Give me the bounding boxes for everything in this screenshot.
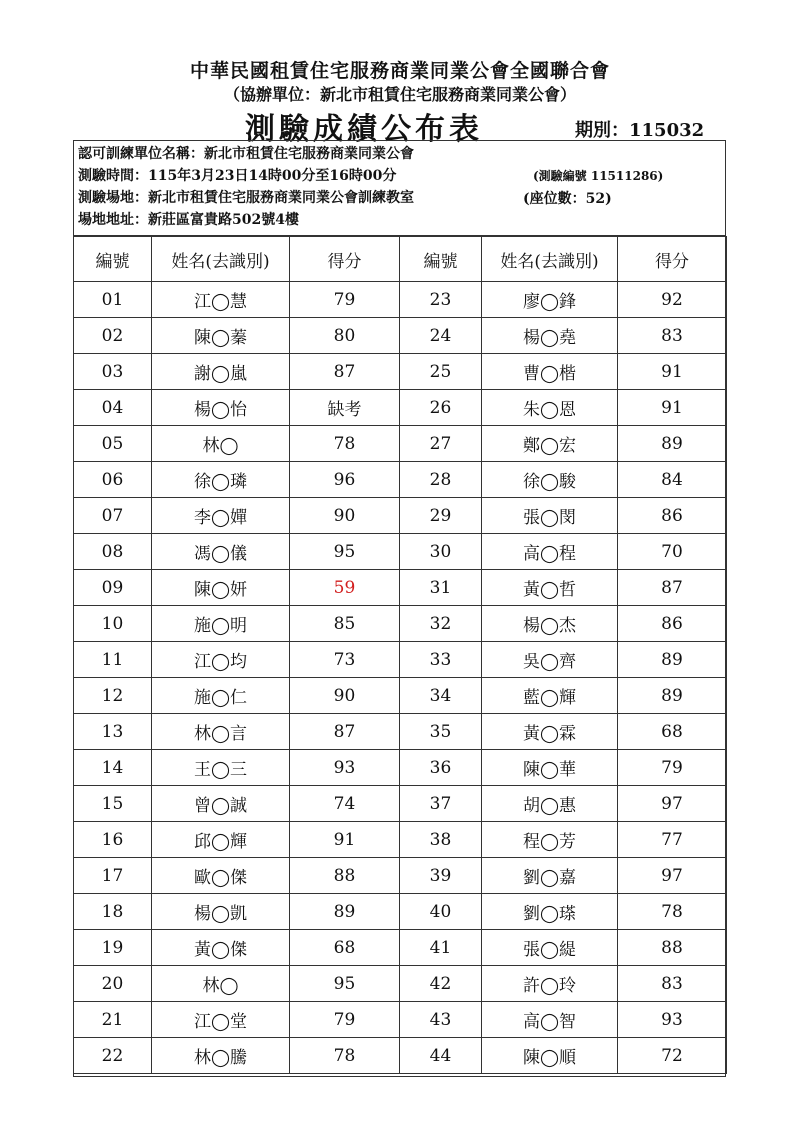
name-cell: 楊◯怡 bbox=[152, 390, 290, 426]
number-cell: 29 bbox=[400, 498, 482, 534]
table-row bbox=[74, 786, 727, 822]
name-cell: 高◯智 bbox=[482, 1002, 618, 1038]
number-cell: 05 bbox=[74, 426, 152, 462]
score-cell: 90 bbox=[290, 678, 400, 714]
name-cell: 藍◯輝 bbox=[482, 678, 618, 714]
table-row bbox=[74, 966, 727, 1002]
score-cell: 93 bbox=[618, 1002, 727, 1038]
name-cell: 江◯均 bbox=[152, 642, 290, 678]
score-cell: 89 bbox=[290, 894, 400, 930]
page-title: 測驗成績公布表 bbox=[245, 112, 483, 147]
score-cell: 83 bbox=[618, 318, 727, 354]
number-cell: 13 bbox=[74, 714, 152, 750]
name-cell: 施◯明 bbox=[152, 606, 290, 642]
score-cell: 87 bbox=[618, 570, 727, 606]
number-cell: 17 bbox=[74, 858, 152, 894]
score-cell: 78 bbox=[618, 894, 727, 930]
table-row bbox=[74, 498, 727, 534]
table-row bbox=[74, 570, 727, 606]
number-cell: 23 bbox=[400, 282, 482, 318]
number-cell: 14 bbox=[74, 750, 152, 786]
number-cell: 41 bbox=[400, 930, 482, 966]
name-cell: 江◯堂 bbox=[152, 1002, 290, 1038]
name-cell: 馮◯儀 bbox=[152, 534, 290, 570]
name-cell: 劉◯瑹 bbox=[482, 894, 618, 930]
score-cell: 72 bbox=[618, 1038, 727, 1074]
seat-count: (座位數：52) bbox=[523, 191, 612, 207]
training-unit: 認可訓練單位名稱：新北市租賃住宅服務商業同業公會 bbox=[78, 146, 414, 162]
name-cell: 施◯仁 bbox=[152, 678, 290, 714]
period-label: 期別：115032 bbox=[575, 120, 705, 141]
name-cell: 黃◯傑 bbox=[152, 930, 290, 966]
name-cell: 高◯程 bbox=[482, 534, 618, 570]
table-row bbox=[74, 1038, 727, 1074]
name-cell: 程◯芳 bbox=[482, 822, 618, 858]
name-cell: 朱◯恩 bbox=[482, 390, 618, 426]
col-header-name: 姓名(去識別) bbox=[482, 237, 618, 282]
number-cell: 11 bbox=[74, 642, 152, 678]
number-cell: 08 bbox=[74, 534, 152, 570]
name-cell: 張◯緹 bbox=[482, 930, 618, 966]
score-cell: 89 bbox=[618, 678, 727, 714]
number-cell: 12 bbox=[74, 678, 152, 714]
score-cell: 89 bbox=[618, 642, 727, 678]
table-row bbox=[74, 606, 727, 642]
number-cell: 36 bbox=[400, 750, 482, 786]
score-cell: 92 bbox=[618, 282, 727, 318]
score-cell: 86 bbox=[618, 606, 727, 642]
score-cell: 59 bbox=[290, 570, 400, 606]
table-row bbox=[74, 894, 727, 930]
number-cell: 25 bbox=[400, 354, 482, 390]
exam-time: 測驗時間：115年3月23日14時00分至16時00分 bbox=[78, 168, 397, 184]
score-cell: 97 bbox=[618, 786, 727, 822]
table-row bbox=[74, 750, 727, 786]
name-cell: 曾◯誠 bbox=[152, 786, 290, 822]
number-cell: 30 bbox=[400, 534, 482, 570]
table-row bbox=[74, 426, 727, 462]
number-cell: 02 bbox=[74, 318, 152, 354]
name-cell: 陳◯華 bbox=[482, 750, 618, 786]
table-row bbox=[74, 282, 727, 318]
number-cell: 16 bbox=[74, 822, 152, 858]
name-cell: 陳◯順 bbox=[482, 1038, 618, 1074]
number-cell: 06 bbox=[74, 462, 152, 498]
col-header-number: 編號 bbox=[400, 237, 482, 282]
name-cell: 黃◯哲 bbox=[482, 570, 618, 606]
score-cell: 70 bbox=[618, 534, 727, 570]
score-cell: 80 bbox=[290, 318, 400, 354]
number-cell: 42 bbox=[400, 966, 482, 1002]
name-cell: 張◯閔 bbox=[482, 498, 618, 534]
number-cell: 35 bbox=[400, 714, 482, 750]
table-row bbox=[74, 318, 727, 354]
score-cell: 79 bbox=[290, 1002, 400, 1038]
table-row bbox=[74, 642, 727, 678]
score-cell: 95 bbox=[290, 966, 400, 1002]
table-row bbox=[74, 678, 727, 714]
name-cell: 陳◯妍 bbox=[152, 570, 290, 606]
name-cell: 王◯三 bbox=[152, 750, 290, 786]
score-cell: 91 bbox=[290, 822, 400, 858]
exam-info bbox=[73, 140, 726, 236]
number-cell: 38 bbox=[400, 822, 482, 858]
table-row bbox=[74, 714, 727, 750]
name-cell: 許◯玲 bbox=[482, 966, 618, 1002]
number-cell: 04 bbox=[74, 390, 152, 426]
table-row bbox=[74, 930, 727, 966]
score-cell: 85 bbox=[290, 606, 400, 642]
number-cell: 18 bbox=[74, 894, 152, 930]
score-cell: 88 bbox=[618, 930, 727, 966]
number-cell: 19 bbox=[74, 930, 152, 966]
score-cell: 68 bbox=[618, 714, 727, 750]
number-cell: 10 bbox=[74, 606, 152, 642]
number-cell: 33 bbox=[400, 642, 482, 678]
name-cell: 陳◯蓁 bbox=[152, 318, 290, 354]
number-cell: 20 bbox=[74, 966, 152, 1002]
exam-code: (測驗編號 11511286) bbox=[533, 169, 664, 183]
col-header-score: 得分 bbox=[290, 237, 400, 282]
score-cell: 96 bbox=[290, 462, 400, 498]
number-cell: 43 bbox=[400, 1002, 482, 1038]
organization-name: 中華民國租賃住宅服務商業同業公會全國聯合會 bbox=[189, 60, 610, 82]
score-cell: 87 bbox=[290, 354, 400, 390]
score-cell: 84 bbox=[618, 462, 727, 498]
co-organizer: （協辦單位：新北市租賃住宅服務商業同業公會） bbox=[223, 85, 576, 104]
score-cell: 77 bbox=[618, 822, 727, 858]
table-header-row bbox=[74, 237, 727, 282]
number-cell: 15 bbox=[74, 786, 152, 822]
number-cell: 09 bbox=[74, 570, 152, 606]
name-cell: 吳◯齊 bbox=[482, 642, 618, 678]
number-cell: 07 bbox=[74, 498, 152, 534]
number-cell: 28 bbox=[400, 462, 482, 498]
number-cell: 37 bbox=[400, 786, 482, 822]
name-cell: 歐◯傑 bbox=[152, 858, 290, 894]
score-cell: 93 bbox=[290, 750, 400, 786]
name-cell: 林◯ bbox=[152, 966, 290, 1002]
number-cell: 26 bbox=[400, 390, 482, 426]
score-cell: 79 bbox=[618, 750, 727, 786]
col-header-number: 編號 bbox=[74, 237, 152, 282]
score-cell: 83 bbox=[618, 966, 727, 1002]
score-cell: 91 bbox=[618, 390, 727, 426]
name-cell: 廖◯鋒 bbox=[482, 282, 618, 318]
number-cell: 27 bbox=[400, 426, 482, 462]
score-cell: 87 bbox=[290, 714, 400, 750]
name-cell: 林◯ bbox=[152, 426, 290, 462]
number-cell: 39 bbox=[400, 858, 482, 894]
table-row bbox=[74, 1002, 727, 1038]
name-cell: 徐◯駿 bbox=[482, 462, 618, 498]
score-cell: 79 bbox=[290, 282, 400, 318]
table-row bbox=[74, 822, 727, 858]
name-cell: 劉◯嘉 bbox=[482, 858, 618, 894]
score-cell: 74 bbox=[290, 786, 400, 822]
number-cell: 22 bbox=[74, 1038, 152, 1074]
name-cell: 林◯騰 bbox=[152, 1038, 290, 1074]
score-table bbox=[73, 236, 727, 1074]
name-cell: 鄭◯宏 bbox=[482, 426, 618, 462]
col-header-name: 姓名(去識別) bbox=[152, 237, 290, 282]
score-cell: 73 bbox=[290, 642, 400, 678]
name-cell: 胡◯惠 bbox=[482, 786, 618, 822]
name-cell: 楊◯凱 bbox=[152, 894, 290, 930]
name-cell: 徐◯璘 bbox=[152, 462, 290, 498]
name-cell: 李◯嬋 bbox=[152, 498, 290, 534]
name-cell: 江◯慧 bbox=[152, 282, 290, 318]
number-cell: 31 bbox=[400, 570, 482, 606]
name-cell: 曹◯楷 bbox=[482, 354, 618, 390]
col-header-score: 得分 bbox=[618, 237, 727, 282]
score-cell: 90 bbox=[290, 498, 400, 534]
score-cell: 89 bbox=[618, 426, 727, 462]
name-cell: 黃◯霖 bbox=[482, 714, 618, 750]
name-cell: 楊◯杰 bbox=[482, 606, 618, 642]
score-cell: 86 bbox=[618, 498, 727, 534]
table-row bbox=[74, 354, 727, 390]
score-cell: 78 bbox=[290, 426, 400, 462]
number-cell: 01 bbox=[74, 282, 152, 318]
name-cell: 林◯言 bbox=[152, 714, 290, 750]
score-cell: 91 bbox=[618, 354, 727, 390]
number-cell: 32 bbox=[400, 606, 482, 642]
number-cell: 44 bbox=[400, 1038, 482, 1074]
table-row bbox=[74, 390, 727, 426]
number-cell: 34 bbox=[400, 678, 482, 714]
name-cell: 謝◯嵐 bbox=[152, 354, 290, 390]
number-cell: 21 bbox=[74, 1002, 152, 1038]
name-cell: 楊◯堯 bbox=[482, 318, 618, 354]
number-cell: 40 bbox=[400, 894, 482, 930]
score-cell: 95 bbox=[290, 534, 400, 570]
score-cell: 88 bbox=[290, 858, 400, 894]
table-row bbox=[74, 858, 727, 894]
score-cell: 缺考 bbox=[290, 390, 400, 426]
name-cell: 邱◯輝 bbox=[152, 822, 290, 858]
exam-venue: 測驗場地：新北市租賃住宅服務商業同業公會訓練教室 bbox=[78, 190, 414, 206]
table-row bbox=[74, 534, 727, 570]
number-cell: 24 bbox=[400, 318, 482, 354]
score-cell: 97 bbox=[618, 858, 727, 894]
score-cell: 78 bbox=[290, 1038, 400, 1074]
score-cell: 68 bbox=[290, 930, 400, 966]
table-row bbox=[74, 462, 727, 498]
number-cell: 03 bbox=[74, 354, 152, 390]
venue-address: 場地地址：新莊區富貴路502號4樓 bbox=[78, 212, 299, 228]
